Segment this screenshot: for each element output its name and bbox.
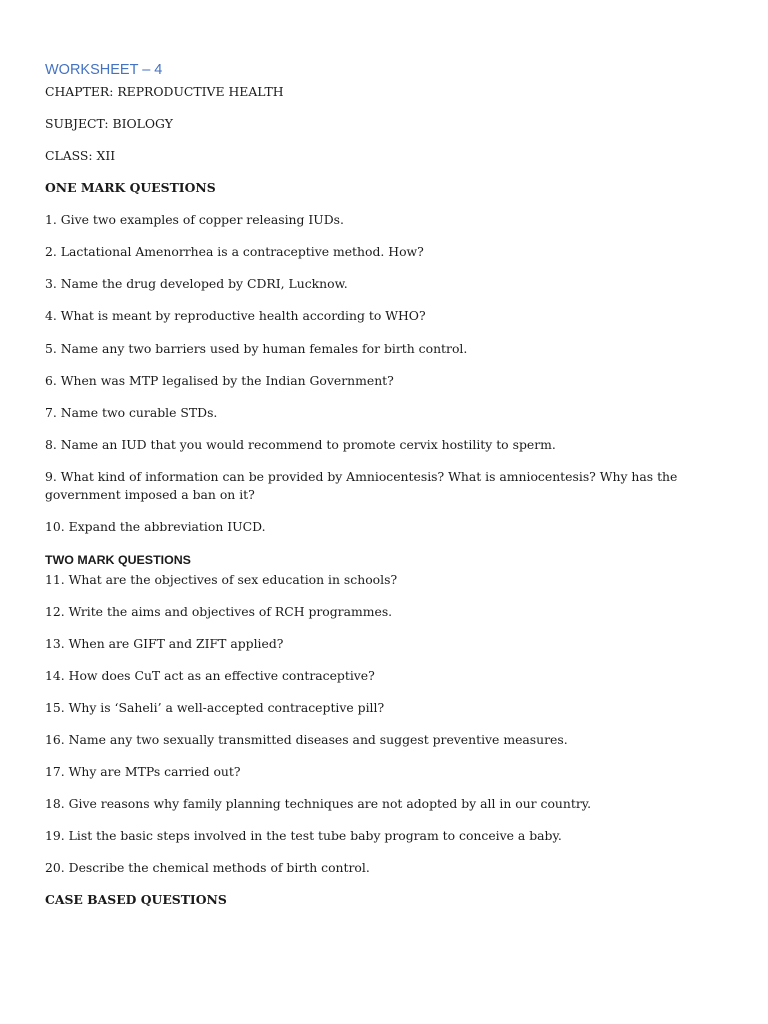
class-line: CLASS: XII: [45, 148, 116, 163]
question-10: 10. Expand the abbreviation IUCD.: [45, 519, 266, 534]
question-12: 12. Write the aims and objectives of RCH programmes.: [45, 604, 393, 619]
question-16: 16. Name any two sexually transmitted diseases and suggest preventive measures.: [45, 732, 568, 747]
question-14: 14. How does CuT act as an effective contraceptive?: [45, 668, 375, 683]
question-2: 2. Lactational Amenorrhea is a contraceptive method. How?: [45, 244, 424, 259]
subject-line: SUBJECT: BIOLOGY: [45, 116, 173, 131]
question-7: 7. Name two curable STDs.: [45, 405, 218, 420]
one-mark-heading: ONE MARK QUESTIONS: [45, 180, 216, 195]
question-3: 3. Name the drug developed by CDRI, Lucknow.: [45, 276, 348, 291]
question-19: 19. List the basic steps involved in the test tube baby program to conceive a baby.: [45, 828, 562, 843]
question-13: 13. When are GIFT and ZIFT applied?: [45, 636, 284, 651]
question-9: 9. What kind of information can be provided by Amniocentesis? What is amniocentesis? Why has the government imposed a ban on it?: [45, 469, 678, 502]
question-6: 6. When was MTP legalised by the Indian Government?: [45, 373, 394, 388]
case-based-heading: CASE BASED QUESTIONS: [45, 892, 227, 907]
question-11: 11. What are the objectives of sex education in schools?: [45, 572, 398, 587]
question-5: 5. Name any two barriers used by human females for birth control.: [45, 341, 468, 356]
question-8: 8. Name an IUD that you would recommend to promote cervix hostility to sperm.: [45, 437, 556, 452]
chapter-line: CHAPTER: REPRODUCTIVE HEALTH: [45, 84, 284, 99]
question-4: 4. What is meant by reproductive health according to WHO?: [45, 308, 426, 323]
question-15: 15. Why is ‘Saheli’ a well-accepted contraceptive pill?: [45, 700, 385, 715]
question-1: 1. Give two examples of copper releasing IUDs.: [45, 212, 344, 227]
question-17: 17. Why are MTPs carried out?: [45, 764, 241, 779]
question-18: 18. Give reasons why family planning techniques are not adopted by all in our country.: [45, 796, 592, 811]
question-20: 20. Describe the chemical methods of birth control.: [45, 860, 370, 875]
two-mark-heading: TWO MARK QUESTIONS: [45, 553, 191, 567]
worksheet-title: WORKSHEET – 4: [45, 62, 163, 78]
